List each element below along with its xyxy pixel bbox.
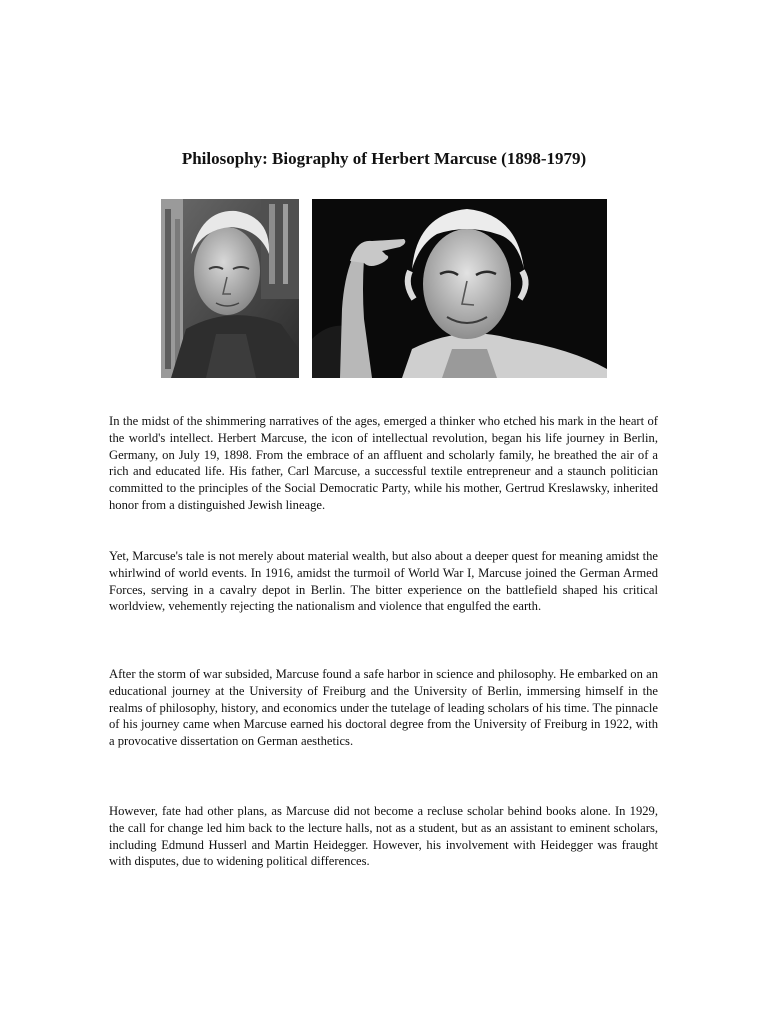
portrait-photo-right [312,199,607,378]
page-title: Philosophy: Biography of Herbert Marcuse (1898-1979) [181,149,587,169]
paragraph-1: In the midst of the shimmering narratives of the ages, emerged a thinker who etched his mark in the heart of the world's intellect. Herbert Marcuse, the icon of intellectual revolution, began his life journey in Berlin, Germany, on July 19, 1898. From the embrace of an affluent and scholarly family, he breathed the air of a rich and educated life. His father, Carl Marcuse, a successful textile entrepreneur and a staunch politician committed to the principles of the Social Democratic Party, while his mother, Gertrud Kreslawsky, inherited honor from a distinguished Jewish lineage. [109,414,658,512]
portrait-photo-left [161,199,299,378]
paragraph-2: Yet, Marcuse's tale is not merely about material wealth, but also about a deeper quest for meaning amidst the whirlwind of world events. In 1916, amidst the turmoil of World War I, Marcuse joined the German Armed Forces, serving in a cavalry depot in Berlin. The bitter experience on the battlefield shaped his critical worldview, vehemently rejecting the nationalism and violence that engulfed the earth. [109,549,658,614]
paragraph-4: However, fate had other plans, as Marcuse did not become a recluse scholar behind books alone. In 1929, the call for change led him back to the lecture halls, not as a student, but as an assistant to eminent scholars, including Edmund Husserl and Martin Heidegger. However, his involvement with Heidegger was fraught with disputes, due to widening political differences. [109,804,658,869]
paragraph-3: After the storm of war subsided, Marcuse found a safe harbor in science and philosophy. He embarked on an educational journey at the University of Freiburg and the University of Berlin, immersing himself in the realms of philosophy, history, and economics under the tutelage of leading scholars of his time. The pinnacle of his journey came when Marcuse earned his doctoral degree from the University of Freiburg in 1922, with a provocative dissertation on German aesthetics. [109,667,658,749]
